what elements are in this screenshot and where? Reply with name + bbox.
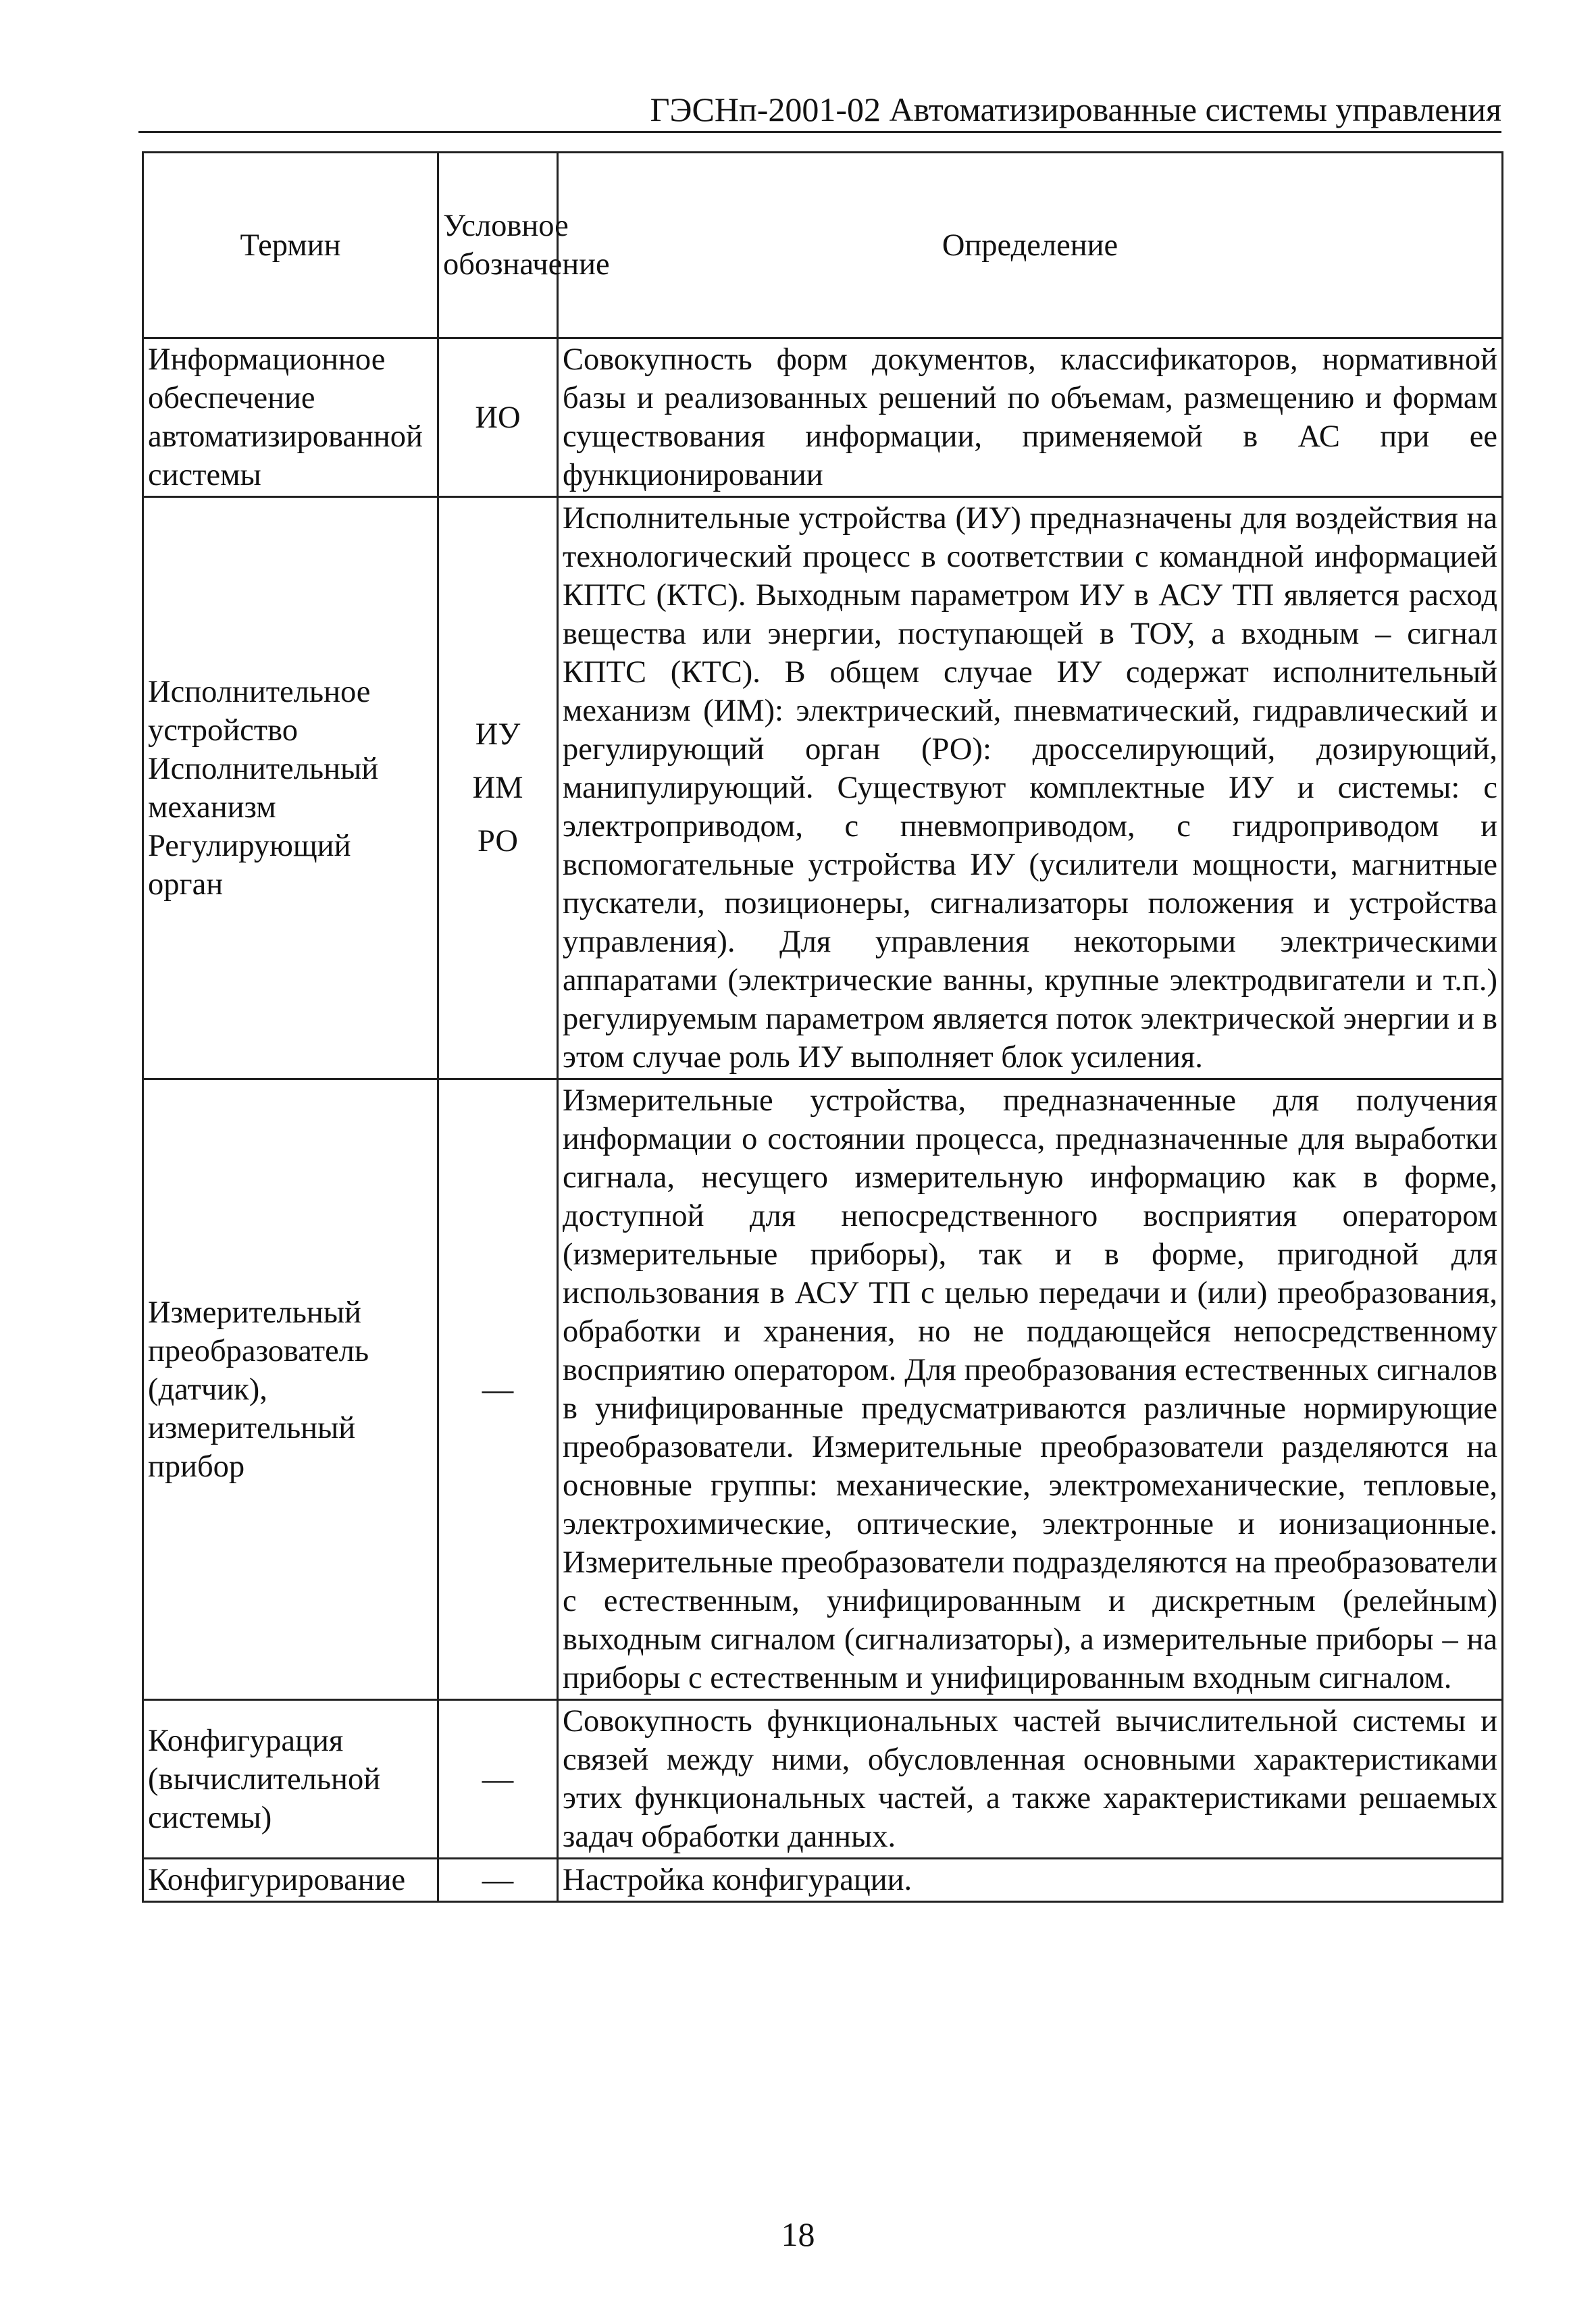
definition-cell: Измерительные устройства, предназначенные для получения информации о состоянии процесса, предназначенные для выработки сигнала, несущего измерительную информацию как в форме, доступной для непосредственного восприятия оператором (измерительные приборы), так и в форме, пригодной для использования в АСУ ТП с целью передачи и (или) преобразования, обработки и хранения, но не поддающейся непосредственному восприятию оператором. Для преобразования естественных сигналов в унифицированные предусматриваются различные нормирующие преобразователи. Измерительные преобразователи разделяются на основные группы: механические, электромеханические, тепловые, электрохимические, оптические, электронные и ионизационные. Измерительные преобразователи подразделяются на преобразователи с естественным, унифицированным и дискретным (релейным) выходным сигналом (сигнализаторы), а измерительные приборы – на приборы с естественным и унифицированным входным сигналом. xyxy=(558,1079,1503,1700)
symbol-value: РО xyxy=(477,824,518,858)
table-row xyxy=(143,338,1503,497)
term-cell: Информационное обеспечение автоматизированной системы xyxy=(143,338,438,497)
symbol-value: — xyxy=(482,1863,514,1897)
symbol-cell xyxy=(438,1859,558,1902)
table-row xyxy=(143,1859,1503,1902)
symbol-cell xyxy=(438,1700,558,1859)
symbol-value: ИУ xyxy=(475,717,521,752)
terms-table xyxy=(142,151,1503,1903)
header-rule xyxy=(138,131,1501,133)
symbol-value: — xyxy=(482,1762,514,1797)
table-row xyxy=(143,1079,1503,1700)
term-cell: Измерительный преобразователь (датчик), измерительный прибор xyxy=(143,1079,438,1700)
term-cell: Конфигурация (вычислительной системы) xyxy=(143,1700,438,1859)
symbol-cell xyxy=(438,338,558,497)
definition-cell: Совокупность форм документов, классификаторов, нормативной базы и реализованных решений по объемам, размещению и формам существования информации, применяемой в АС при ее функционировании xyxy=(558,338,1503,497)
column-header-term: Термин xyxy=(143,153,438,338)
column-header-symbol: Условное обозначение xyxy=(438,153,558,338)
symbol-cell xyxy=(438,1079,558,1700)
running-header: ГЭСНп-2001-02 Автоматизированные системы управления xyxy=(650,91,1501,128)
definition-cell: Совокупность функциональных частей вычислительной системы и связей между ними, обусловленная основными характеристиками этих функциональных частей, а также характеристиками решаемых задач обработки данных. xyxy=(558,1700,1503,1859)
table-header-row xyxy=(143,153,1503,338)
table-row xyxy=(143,497,1503,1079)
column-header-definition: Определение xyxy=(558,153,1503,338)
definition-cell: Исполнительные устройства (ИУ) предназначены для воздействия на технологический процесс в соответствии с командной информацией КПТС (КТС). Выходным параметром ИУ в АСУ ТП является расход вещества или энергии, поступающей в ТОУ, а входным – сигнал КПТС (КТС). В общем случае ИУ содержат исполнительный механизм (ИМ): электрический, пневматический, гидравлический и регулирующий орган (РО): дросселирующий, дозирующий, манипулирующий. Существуют комплектные ИУ и системы: с электроприводом, с пневмоприводом, с гидроприводом и вспомогательные устройства ИУ (усилители мощности, магнитные пускатели, позиционеры, сигнализаторы положения и устройства управления). Для управления некоторыми электрическими аппаратами (электрические ванны, крупные электродвигатели и т.п.) регулируемым параметром является поток электрической энергии и в этом случае роль ИУ выполняет блок усиления. xyxy=(558,497,1503,1079)
table-row xyxy=(143,1700,1503,1859)
page-number: 18 xyxy=(781,2215,815,2253)
symbol-cell xyxy=(438,497,558,1079)
symbol-value: ИМ xyxy=(472,771,523,805)
definition-cell: Настройка конфигурации. xyxy=(558,1859,1503,1902)
symbol-value: — xyxy=(482,1372,514,1407)
term-cell: Исполнительное устройство Исполнительный механизм Регулирующий орган xyxy=(143,497,438,1079)
symbol-value: ИО xyxy=(475,400,521,435)
term-cell: Конфигурирование xyxy=(143,1859,438,1902)
